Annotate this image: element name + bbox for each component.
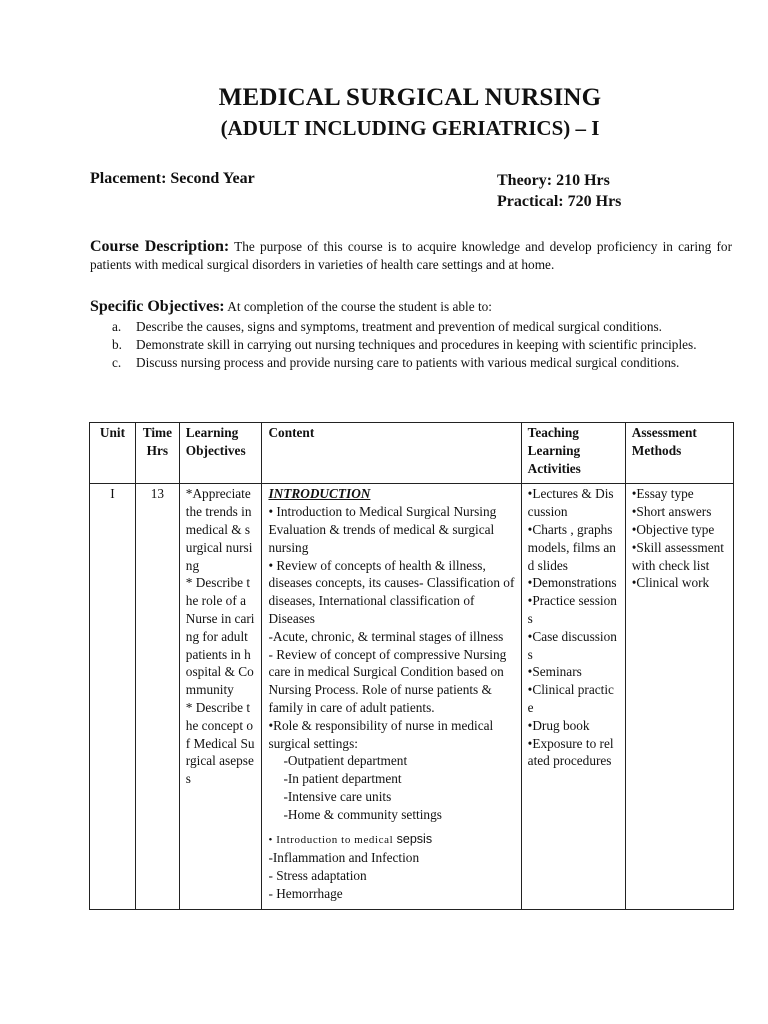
sepsis-item: - Hemorrhage (268, 885, 343, 901)
table-header-row (90, 423, 734, 484)
objective-entry: *Appreciate the trends in medical & surgical nursing (185, 486, 253, 573)
activity-item: •Drug book (527, 717, 590, 733)
table-row (90, 484, 734, 909)
placement-label: Placement: Second Year (90, 170, 255, 187)
content-item: -Acute, chronic, & terminal stages of illness (268, 628, 504, 644)
objective-text: Demonstrate skill in carrying out nursing techniques and procedures in keeping with scientific principles. (136, 337, 697, 352)
setting-item: -Intensive care units (283, 788, 392, 804)
course-description-text: The purpose of this course is to acquire knowledge and develop proficiency in caring for patients with medical surgical disorders in varieties of health care settings and at home. (90, 239, 733, 272)
activity-item: •Charts , graphs models, films and slides (527, 521, 616, 573)
specific-objectives (90, 298, 732, 372)
assessment-item: •Objective type (631, 521, 715, 537)
page-subtitle: (ADULT INCLUDING GERIATRICS) – I (220, 116, 600, 140)
header-assessment: Assessment Methods (625, 423, 733, 484)
course-description-label: Course Description: (90, 238, 230, 255)
objective-marker: a. (112, 319, 122, 334)
header-unit: Unit (90, 423, 136, 484)
header-learning-objectives: Learning Objectives (179, 423, 262, 484)
practical-hours: Practical: 720 Hrs (497, 193, 622, 210)
theory-hours: Theory: 210 Hrs (497, 172, 610, 189)
cell-content (262, 484, 521, 909)
objective-entry: * Describe the concept of Medical Surgical asepses (185, 699, 255, 787)
setting-item: -Outpatient department (283, 753, 408, 769)
objective-entry: * Describe the role of a Nurse in caring for adult patients in hospital & Community (185, 575, 255, 698)
cell-objectives (179, 484, 262, 909)
course-description (90, 238, 732, 274)
assessment-item: •Clinical work (631, 575, 710, 591)
objective-marker: b. (112, 337, 122, 352)
content-item: • Review of concepts of health & illness, diseases concepts, its causes- Classification of diseases, International classification of Diseases (268, 557, 515, 626)
objective-text: Describe the causes, signs and symptoms, treatment and prevention of medical surgical conditions. (136, 319, 662, 334)
activity-item: •Exposure to related procedures (527, 735, 614, 769)
cell-assessment (625, 484, 733, 909)
assessment-item: •Essay type (631, 486, 694, 502)
header-teaching-activities: Teaching Learning Activities (521, 423, 625, 484)
objective-marker: c. (112, 355, 122, 370)
activity-item: •Case discussions (527, 628, 617, 662)
objectives-list (90, 318, 732, 372)
sepsis-item: -Inflammation and Infection (268, 850, 420, 866)
objective-item (112, 318, 732, 336)
page-title: MEDICAL SURGICAL NURSING (218, 84, 602, 111)
assessment-item: •Skill assessment with check list (631, 539, 724, 573)
setting-item: -In patient department (283, 771, 402, 787)
setting-item: -Home & community settings (283, 806, 442, 822)
header-content: Content (262, 423, 521, 484)
cell-time: 13 (135, 484, 179, 909)
activity-item: •Lectures & Discussion (527, 486, 614, 520)
activity-item: •Demonstrations (527, 575, 617, 591)
sepsis-line (268, 830, 514, 850)
objective-item (112, 354, 732, 372)
cell-activities (521, 484, 625, 909)
assessment-item: •Short answers (631, 504, 712, 520)
sepsis-prefix: • Introduction to medical (268, 833, 394, 846)
activity-item: •Clinical practice (527, 682, 614, 715)
specific-objectives-intro: At completion of the course the student is able to: (224, 299, 492, 314)
sepsis-item: - Stress adaptation (268, 868, 367, 884)
content-item: • Introduction to Medical Surgical Nursing Evaluation & trends of medical & surgical nursing (268, 504, 497, 555)
activity-item: •Practice sessions (527, 593, 617, 626)
specific-objectives-label: Specific Objectives: (90, 298, 225, 315)
objective-item (112, 336, 732, 354)
syllabus-table (89, 422, 734, 910)
content-item: •Role & responsibility of nurse in medical surgical settings: (268, 717, 494, 751)
content-heading: INTRODUCTION (268, 486, 371, 502)
activity-item: •Seminars (527, 664, 582, 680)
hours-block (497, 170, 621, 212)
header-time: Time Hrs (135, 423, 179, 484)
content-item: - Review of concept of compressive Nursing care in medical Surgical Condition based on Nursing Process. Role of nurse patients & family in care of adult patients. (268, 646, 507, 715)
sepsis-word: sepsis (396, 831, 433, 846)
cell-unit: I (90, 484, 136, 909)
objective-text: Discuss nursing process and provide nursing care to patients with various medical surgical conditions. (136, 355, 680, 370)
